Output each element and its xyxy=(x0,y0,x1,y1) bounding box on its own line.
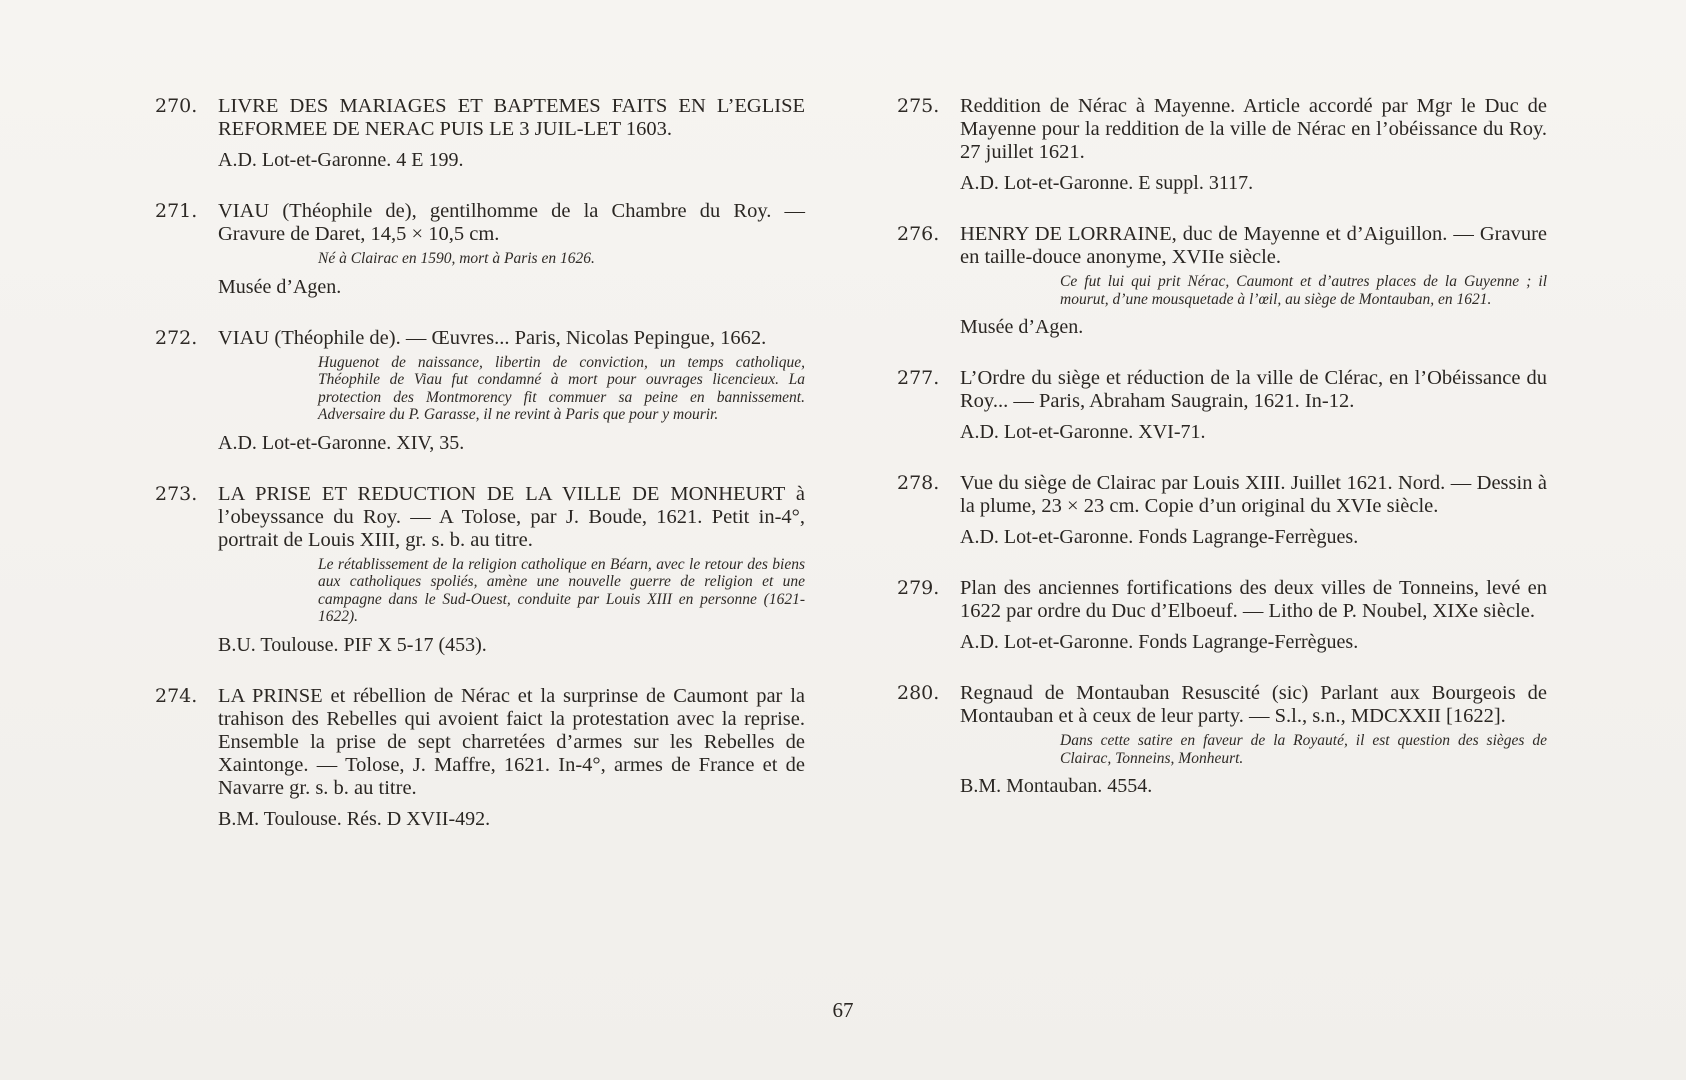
entry-note: Ce fut lui qui prit Nérac, Caumont et d’autres places de la Guyenne ; il mourut, d’une mousquetade à l’œil, au siège de Montauban, en 1621. xyxy=(1060,273,1547,308)
entry-title: LA PRISE ET REDUCTION DE LA VILLE DE MONHEURT à l’obeyssance du Roy. — A Tolose, par J. Boude, 1621. Petit in-4°, portrait de Louis XIII, gr. s. b. au titre. xyxy=(218,482,805,551)
entry-source: A.D. Lot-et-Garonne. Fonds Lagrange-Ferrègues. xyxy=(960,526,1359,548)
entry-number: 277. xyxy=(897,367,940,389)
entry-number: 279. xyxy=(897,577,940,599)
entry-number: 272. xyxy=(155,326,198,349)
catalog-entry-274 xyxy=(155,685,805,831)
entry-number: 280. xyxy=(897,682,940,704)
entry-source: A.D. Lot-et-Garonne. E suppl. 3117. xyxy=(960,172,1254,194)
entry-number: 278. xyxy=(897,472,940,494)
entry-title: Vue du siège de Clairac par Louis XIII. Juillet 1621. Nord. — Dessin à la plume, 23 × 23 cm. Copie d’un original du XVIe siècle. xyxy=(960,472,1547,517)
entry-note: Le rétablissement de la religion catholique en Béarn, avec le retour des biens aux catholiques spoliés, amène une nouvelle guerre de religion et une campagne dans le Sud-Ouest, conduite par Louis XIII en personne (1621-1622). xyxy=(318,555,805,625)
catalog-entry-273 xyxy=(155,483,805,657)
catalog-entry-277 xyxy=(897,367,1547,444)
catalog-entry-270 xyxy=(155,95,805,172)
entry-number: 276. xyxy=(897,223,940,245)
right-column xyxy=(897,95,1547,826)
entry-title: HENRY DE LORRAINE, duc de Mayenne et d’Aiguillon. — Gravure en taille-douce anonyme, XVIIe siècle. xyxy=(960,223,1547,268)
catalog-entry-271 xyxy=(155,200,805,299)
entry-source: A.D. Lot-et-Garonne. XIV, 35. xyxy=(218,431,465,454)
entry-title: Reddition de Nérac à Mayenne. Article accordé par Mgr le Duc de Mayenne pour la reddition de la ville de Nérac en l’obéissance du Roy. 27 juillet 1621. xyxy=(960,95,1547,163)
entry-note: Né à Clairac en 1590, mort à Paris en 1626. xyxy=(318,250,595,267)
left-column xyxy=(155,95,805,859)
entry-number: 275. xyxy=(897,95,940,117)
entry-source: B.M. Montauban. 4554. xyxy=(960,775,1153,797)
catalog-entry-272 xyxy=(155,327,805,455)
page-number: 67 xyxy=(832,998,854,1022)
entry-title: Plan des anciennes fortifications des deux villes de Tonneins, levé en 1622 par ordre du Duc d’Elboeuf. — Litho de P. Noubel, XIXe siècle. xyxy=(960,577,1547,622)
entry-source: B.U. Toulouse. PIF X 5-17 (453). xyxy=(218,633,487,656)
entry-title: LA PRINSE et rébellion de Nérac et la surprinse de Caumont par la trahison des Rebelles qui avoient faict la protestation avec la reprise. Ensemble la prise de sept charretées d’armes sur les Rebelles de Xaintonge. — Tolose, J. Maffre, 1621. In-4°, armes de France et de Navarre gr. s. b. au titre. xyxy=(218,684,805,799)
entry-source: A.D. Lot-et-Garonne. 4 E 199. xyxy=(218,149,464,171)
entry-number: 271. xyxy=(155,200,198,222)
entry-number: 270. xyxy=(155,95,198,117)
entry-source: Musée d’Agen. xyxy=(218,275,342,298)
catalog-entry-278 xyxy=(897,472,1547,549)
entry-title: VIAU (Théophile de), gentilhomme de la Chambre du Roy. — Gravure de Daret, 14,5 × 10,5 cm. xyxy=(218,200,805,245)
entry-source: A.D. Lot-et-Garonne. XVI-71. xyxy=(960,421,1206,443)
catalog-entry-280 xyxy=(897,682,1547,798)
entry-source: B.M. Toulouse. Rés. D XVII-492. xyxy=(218,807,491,830)
entry-source: Musée d’Agen. xyxy=(960,316,1084,338)
entry-number: 274. xyxy=(155,684,198,707)
catalog-entry-279 xyxy=(897,577,1547,654)
entry-note: Huguenot de naissance, libertin de conviction, un temps catholique, Théophile de Viau fut condamné à mort pour ouvrages licencieux. La protection des Montmorency fit commuer sa peine en bannissement. Adversaire du P. Garasse, il ne revint à Paris que pour y mourir. xyxy=(318,353,805,423)
entry-title: L’Ordre du siège et réduction de la ville de Clérac, en l’Obéissance du Roy... — Paris, Abraham Saugrain, 1621. In-12. xyxy=(960,367,1547,412)
entry-note: Dans cette satire en faveur de la Royauté, il est question des sièges de Clairac, Tonneins, Monheurt. xyxy=(1060,732,1547,767)
entry-title: Regnaud de Montauban Resuscité (sic) Parlant aux Bourgeois de Montauban et à ceux de leur party. — S.l., s.n., MDCXXII [1622]. xyxy=(960,682,1547,727)
catalog-entry-275 xyxy=(897,95,1547,195)
entry-number: 273. xyxy=(155,482,198,505)
entry-title: VIAU (Théophile de). — Œuvres... Paris, Nicolas Pepingue, 1662. xyxy=(218,326,767,349)
catalog-entry-276 xyxy=(897,223,1547,339)
entry-source: A.D. Lot-et-Garonne. Fonds Lagrange-Ferrègues. xyxy=(960,631,1359,653)
entry-title: LIVRE DES MARIAGES ET BAPTEMES FAITS EN L’EGLISE REFORMEE DE NERAC PUIS LE 3 JUIL-LET 1603. xyxy=(218,95,805,140)
